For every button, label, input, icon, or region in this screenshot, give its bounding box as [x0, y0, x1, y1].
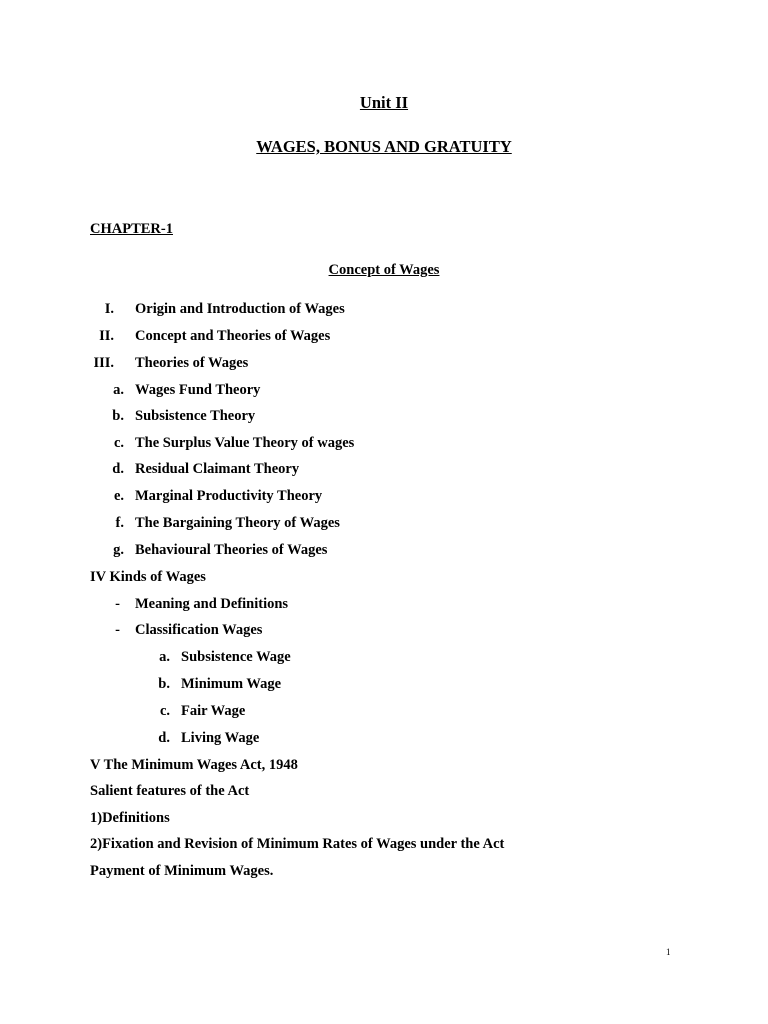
- act-heading: V The Minimum Wages Act, 1948: [90, 757, 298, 773]
- page-number: 1: [666, 947, 671, 957]
- section-text: Origin and Introduction of Wages: [135, 301, 345, 317]
- kinds-text: Classification Wages: [135, 622, 263, 638]
- section-marker: I.: [104, 301, 114, 317]
- unit-heading: Unit II: [359, 93, 409, 112]
- chapter-label: CHAPTER-1: [90, 221, 173, 237]
- subject-heading: WAGES, BONUS AND GRATUITY: [256, 137, 512, 156]
- theory-marker: a.: [113, 382, 124, 398]
- kinds-marker: -: [115, 622, 120, 638]
- theory-marker: f.: [115, 515, 124, 531]
- kinds-heading: IV Kinds of Wages: [90, 569, 206, 585]
- classification-text: Minimum Wage: [181, 676, 282, 692]
- classification-text: Fair Wage: [181, 703, 246, 719]
- section-marker: III.: [93, 355, 114, 371]
- classification-text: Living Wage: [181, 730, 260, 746]
- theory-text: Subsistence Theory: [135, 408, 256, 424]
- kinds-text: Meaning and Definitions: [135, 596, 289, 612]
- classification-marker: d.: [158, 730, 170, 746]
- act-line: 1)Definitions: [90, 810, 170, 826]
- classification-marker: c.: [159, 703, 170, 719]
- theory-marker: e.: [113, 488, 124, 504]
- act-line: 2)Fixation and Revision of Minimum Rates of Wages under the Act: [90, 836, 505, 852]
- section-text: Theories of Wages: [135, 355, 249, 371]
- theory-marker: c.: [113, 435, 124, 451]
- act-line: Payment of Minimum Wages.: [90, 863, 274, 879]
- theory-text: Residual Claimant Theory: [135, 461, 300, 477]
- classification-marker: b.: [158, 676, 170, 692]
- theory-marker: d.: [112, 461, 124, 477]
- chapter-title: Concept of Wages: [328, 262, 440, 278]
- theory-text: Marginal Productivity Theory: [135, 488, 323, 504]
- act-line: Salient features of the Act: [90, 783, 250, 799]
- theory-text: The Surplus Value Theory of wages: [135, 435, 355, 451]
- classification-text: Subsistence Wage: [181, 649, 291, 665]
- theory-marker: g.: [113, 542, 124, 558]
- section-text: Concept and Theories of Wages: [135, 328, 331, 344]
- theory-text: Behavioural Theories of Wages: [135, 542, 328, 558]
- theory-marker: b.: [112, 408, 124, 424]
- theory-text: Wages Fund Theory: [135, 382, 261, 398]
- section-marker: II.: [99, 328, 114, 344]
- kinds-marker: -: [115, 596, 120, 612]
- classification-marker: a.: [159, 649, 170, 665]
- theory-text: The Bargaining Theory of Wages: [135, 515, 340, 531]
